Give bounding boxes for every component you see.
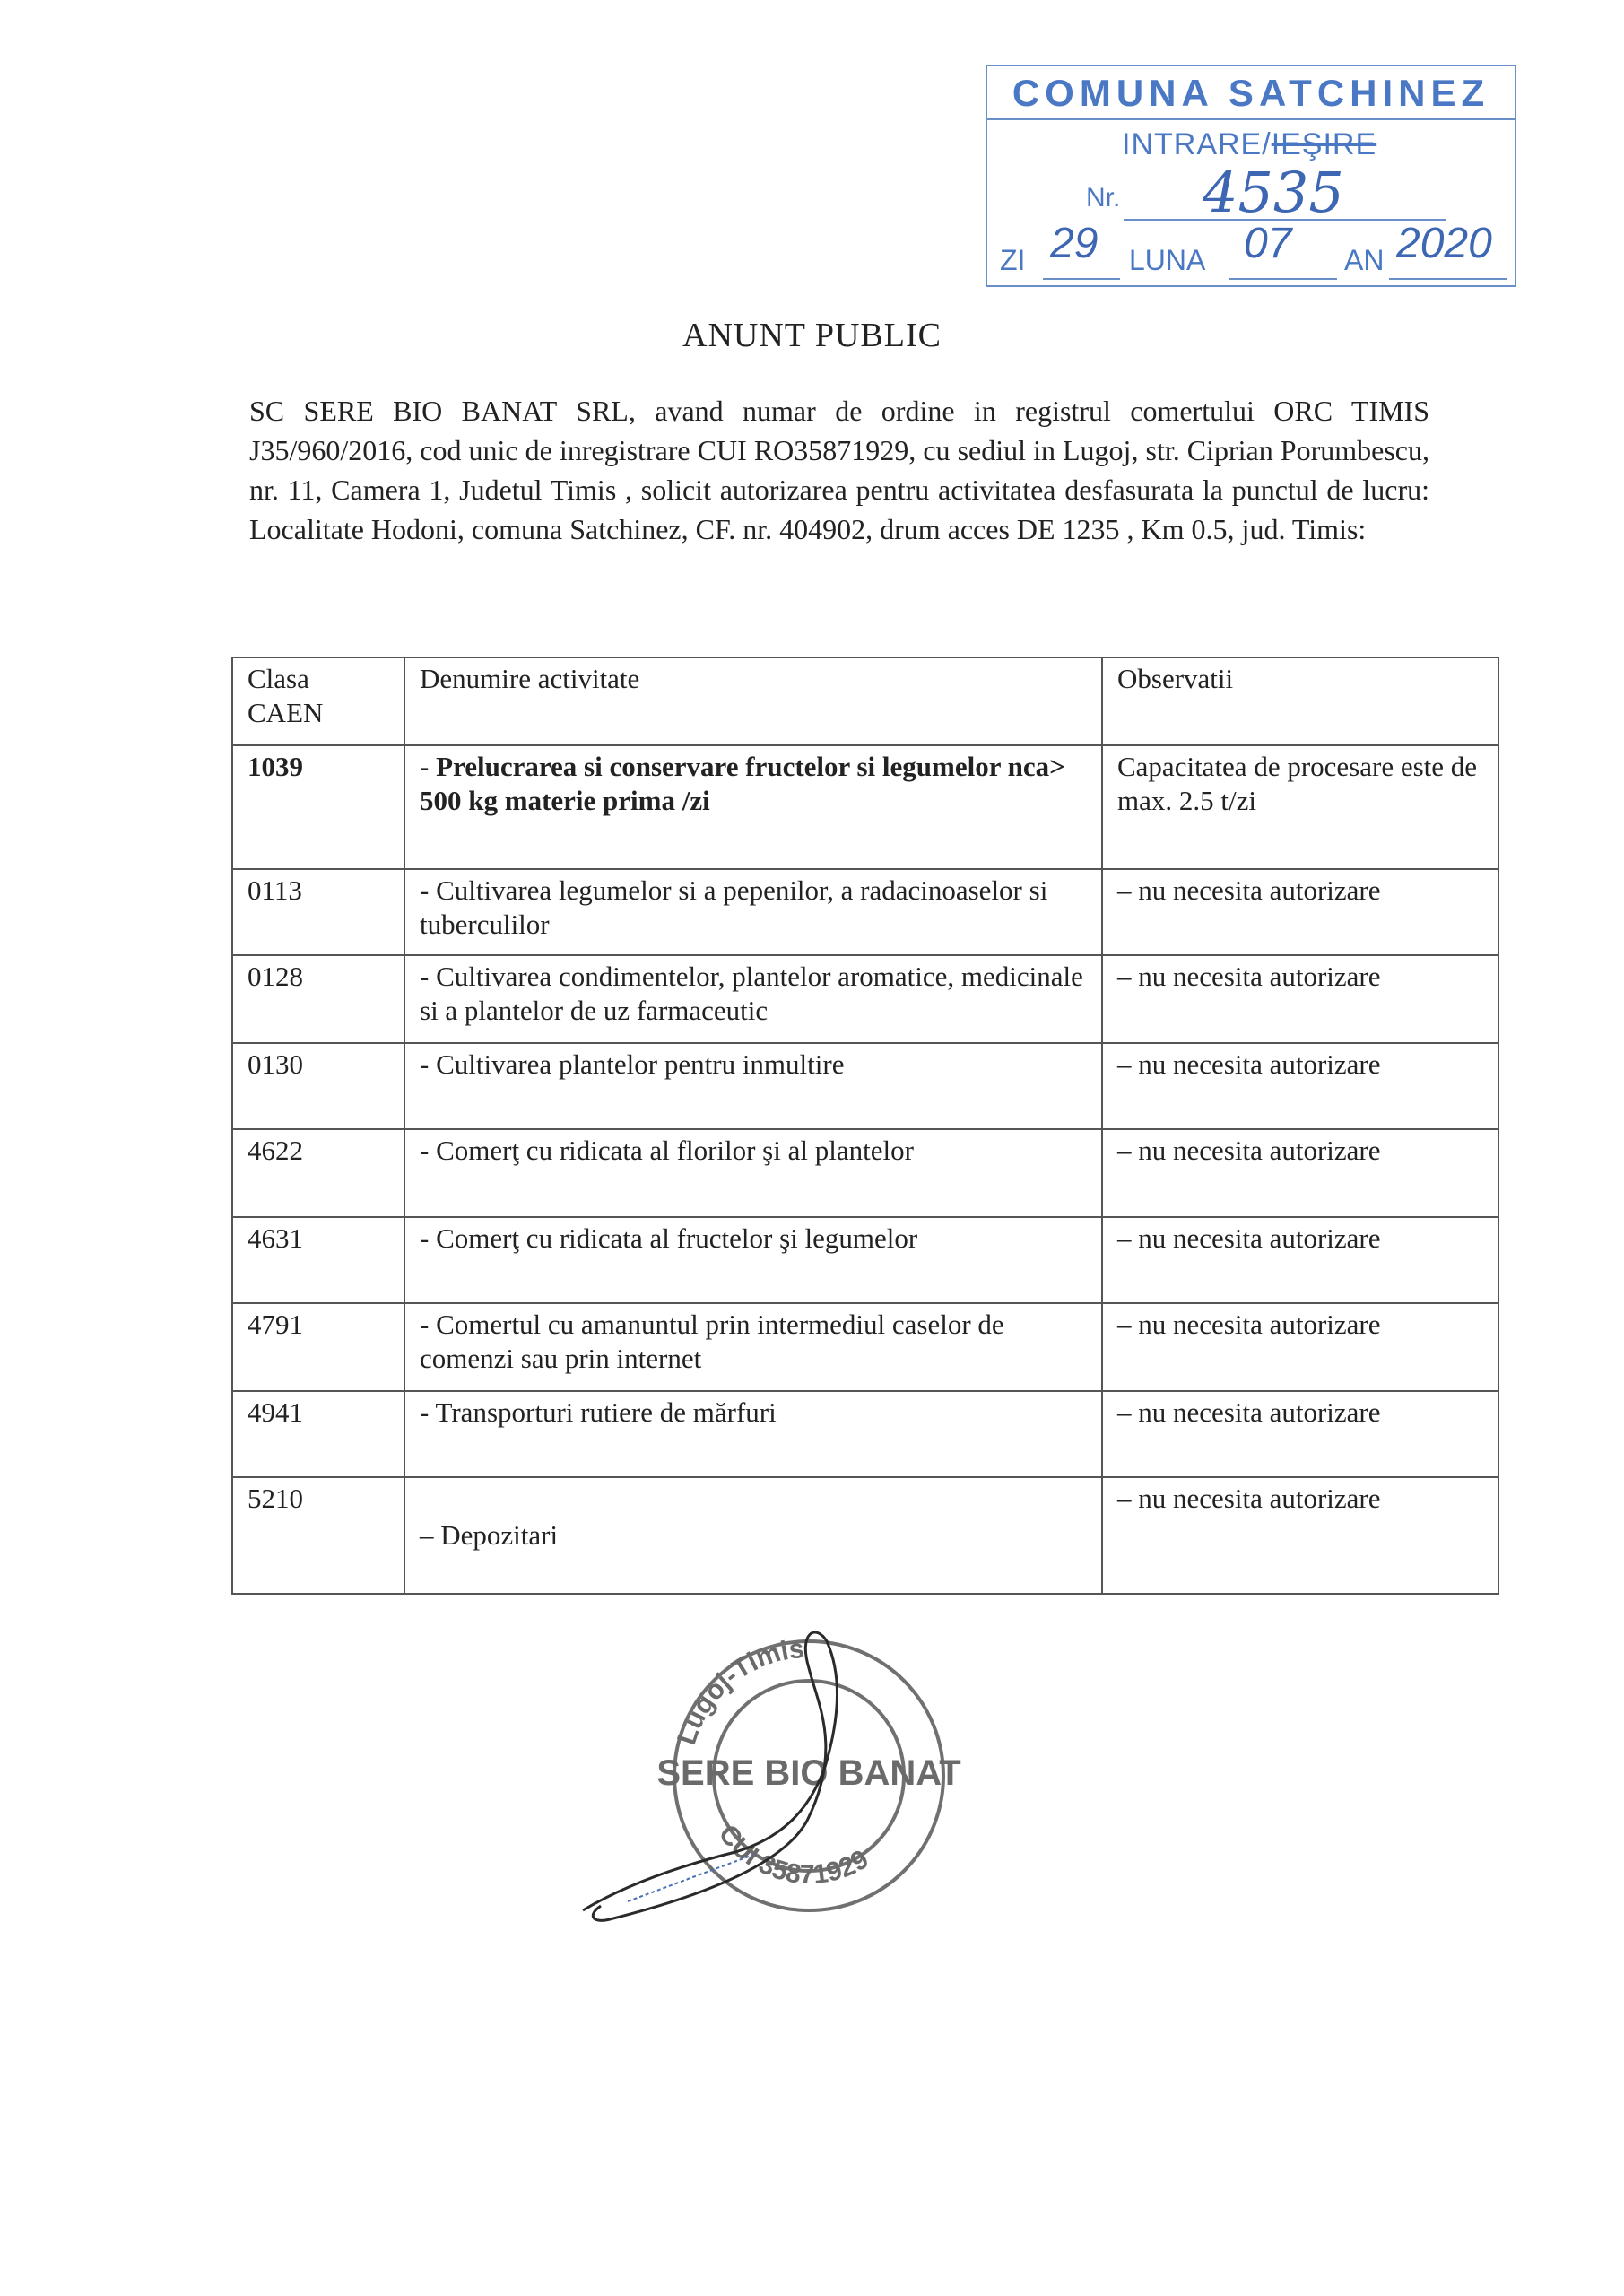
header-clasa-caen: Clasa CAEN xyxy=(232,657,404,745)
table-row xyxy=(232,955,1498,1043)
stamp-company-name: SERE BIO BANAT xyxy=(656,1753,961,1793)
stamp-direction xyxy=(1122,127,1376,162)
row-activity: - Comerţ cu ridicata al florilor şi al plantelor xyxy=(404,1129,1102,1217)
stamp-org-name: COMUNA SATCHINEZ xyxy=(987,68,1515,120)
row-activity: - Prelucrarea si conservare fructelor si legumelor nca> 500 kg materie prima /zi xyxy=(404,745,1102,869)
caen-activities-table xyxy=(231,657,1499,1595)
row-observation: – nu necesita autorizare xyxy=(1102,1477,1498,1594)
table-row xyxy=(232,1129,1498,1217)
row-observation: – nu necesita autorizare xyxy=(1102,869,1498,955)
table-row xyxy=(232,1043,1498,1129)
stamp-month-underline xyxy=(1229,278,1337,280)
row-activity: - Transporturi rutiere de mărfuri xyxy=(404,1391,1102,1477)
row-code: 4941 xyxy=(232,1391,404,1477)
row-activity: - Comerţ cu ridicata al fructelor şi legumelor xyxy=(404,1217,1102,1303)
document-title: ANUNT PUBLIC xyxy=(682,317,942,354)
company-stamp xyxy=(574,1614,1076,1937)
intro-paragraph: SC SERE BIO BANAT SRL, avand numar de ordine in registrul comertului ORC TIMIS J35/960/2016, cod unic de inregistrare CUI RO35871929, cu sediul in Lugoj, str. Ciprian Porumbescu, nr. 11, Camera 1, Judetul Timis , solicit autorizarea pentru activitatea desfasurata la punctul de lucru: Localitate Hodoni, comuna Satchinez, CF. nr. 404902, drum acces DE 1235 , Km 0.5, jud. Timis: xyxy=(249,395,1429,545)
stamp-day-underline xyxy=(1043,278,1120,280)
row-code: 4631 xyxy=(232,1217,404,1303)
stamp-city-text: Lugoj-Timis xyxy=(672,1633,806,1749)
stamp-direction-out: IEŞIRE xyxy=(1271,127,1377,161)
table-row xyxy=(232,869,1498,955)
row-code: 5210 xyxy=(232,1477,404,1594)
stamp-year-value: 2020 xyxy=(1396,220,1492,267)
row-activity: - Cultivarea condimentelor, plantelor aromatice, medicinale si a plantelor de uz farmaceutic xyxy=(404,955,1102,1043)
row-code: 0130 xyxy=(232,1043,404,1129)
table-row xyxy=(232,745,1498,869)
row-observation: – nu necesita autorizare xyxy=(1102,1129,1498,1217)
stamp-nr-value: 4535 xyxy=(1203,160,1344,225)
stamp-year-underline xyxy=(1389,278,1507,280)
table-header-row xyxy=(232,657,1498,745)
stamp-month-value: 07 xyxy=(1244,220,1292,267)
svg-text:Lugoj-Timis xyxy=(672,1634,805,1748)
row-observation: – nu necesita autorizare xyxy=(1102,1043,1498,1129)
row-code: 0128 xyxy=(232,955,404,1043)
row-code: 0113 xyxy=(232,869,404,955)
stamp-day-value: 29 xyxy=(1050,220,1099,267)
row-activity: – Depozitari xyxy=(404,1477,1102,1594)
stamp-date-line xyxy=(994,220,1507,282)
header-observatii: Observatii xyxy=(1102,657,1498,745)
row-observation: – nu necesita autorizare xyxy=(1102,1217,1498,1303)
row-observation: – nu necesita autorizare xyxy=(1102,1391,1498,1477)
table-row xyxy=(232,1217,1498,1303)
row-observation: – nu necesita autorizare xyxy=(1102,1303,1498,1391)
row-activity: - Cultivarea legumelor si a pepenilor, a radacinoaselor si tuberculilor xyxy=(404,869,1102,955)
registration-stamp xyxy=(986,65,1516,287)
row-activity: - Comertul cu amanuntul prin intermediul caselor de comenzi sau prin internet xyxy=(404,1303,1102,1391)
row-observation: Capacitatea de procesare este de max. 2.5 t/zi xyxy=(1102,745,1498,869)
row-observation: – nu necesita autorizare xyxy=(1102,955,1498,1043)
header-denumire-activitate: Denumire activitate xyxy=(404,657,1102,745)
stamp-nr-label: Nr. xyxy=(1086,183,1121,213)
row-code: 4622 xyxy=(232,1129,404,1217)
svg-text:CUI 35871929 xyxy=(713,1820,874,1890)
table-row xyxy=(232,1391,1498,1477)
stamp-direction-in: INTRARE/ xyxy=(1122,127,1272,161)
row-activity: - Cultivarea plantelor pentru inmultire xyxy=(404,1043,1102,1129)
table-row xyxy=(232,1477,1498,1594)
stamp-cui-text: CUI 35871929 xyxy=(712,1819,874,1891)
row-code: 4791 xyxy=(232,1303,404,1391)
stamp-day-label: ZI xyxy=(1000,244,1026,276)
row-code: 1039 xyxy=(232,745,404,869)
table-row xyxy=(232,1303,1498,1391)
stamp-month-label: LUNA xyxy=(1129,244,1206,276)
stamp-year-label: AN xyxy=(1344,244,1385,276)
